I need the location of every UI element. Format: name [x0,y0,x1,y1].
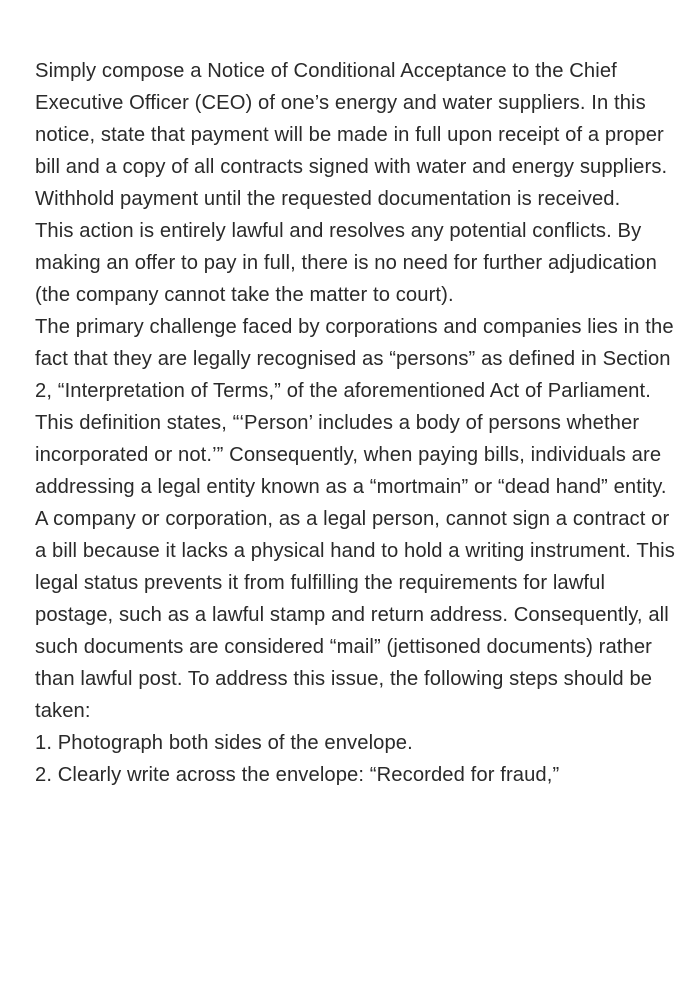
step-item-1: 1. Photograph both sides of the envelope. [35,732,413,754]
document-body [35,55,675,791]
paragraph-legal-persons: The primary challenge faced by corporations and companies lies in the fact that they are legally recognised as “persons” as defined in Section 2, “Interpretation of Terms,” of the aforementioned Act of Parliament. This definition states, “‘Person’ includes a body of persons whether incorporated or not.’” Consequently, when paying bills, individuals are addressing a legal entity known as a “mortmain” or “dead hand” entity. [35,316,674,498]
paragraph-company-signature: A company or corporation, as a legal person, cannot sign a contract or a bill because it lacks a physical hand to hold a writing instrument. This legal status prevents it from fulfilling the requirements for lawful postage, such as a lawful stamp and return address. Consequently, all such documents are considered “mail” (jettisoned documents) rather than lawful post. To address this issue, the following steps should be taken: [35,508,675,722]
paragraph-conditional-acceptance: Simply compose a Notice of Conditional Acceptance to the Chief Executive Officer (CEO) of one’s energy and water suppliers. In this notice, state that payment will be made in full upon receipt of a proper bill and a copy of all contracts signed with water and energy suppliers. Withhold payment until the requested documentation is received. [35,60,668,210]
paragraph-lawful-action: This action is entirely lawful and resolves any potential conflicts. By making an offer to pay in full, there is no need for further adjudication (the company cannot take the matter to court). [35,220,657,306]
step-item-2: 2. Clearly write across the envelope: “Recorded for fraud,” [35,764,560,786]
